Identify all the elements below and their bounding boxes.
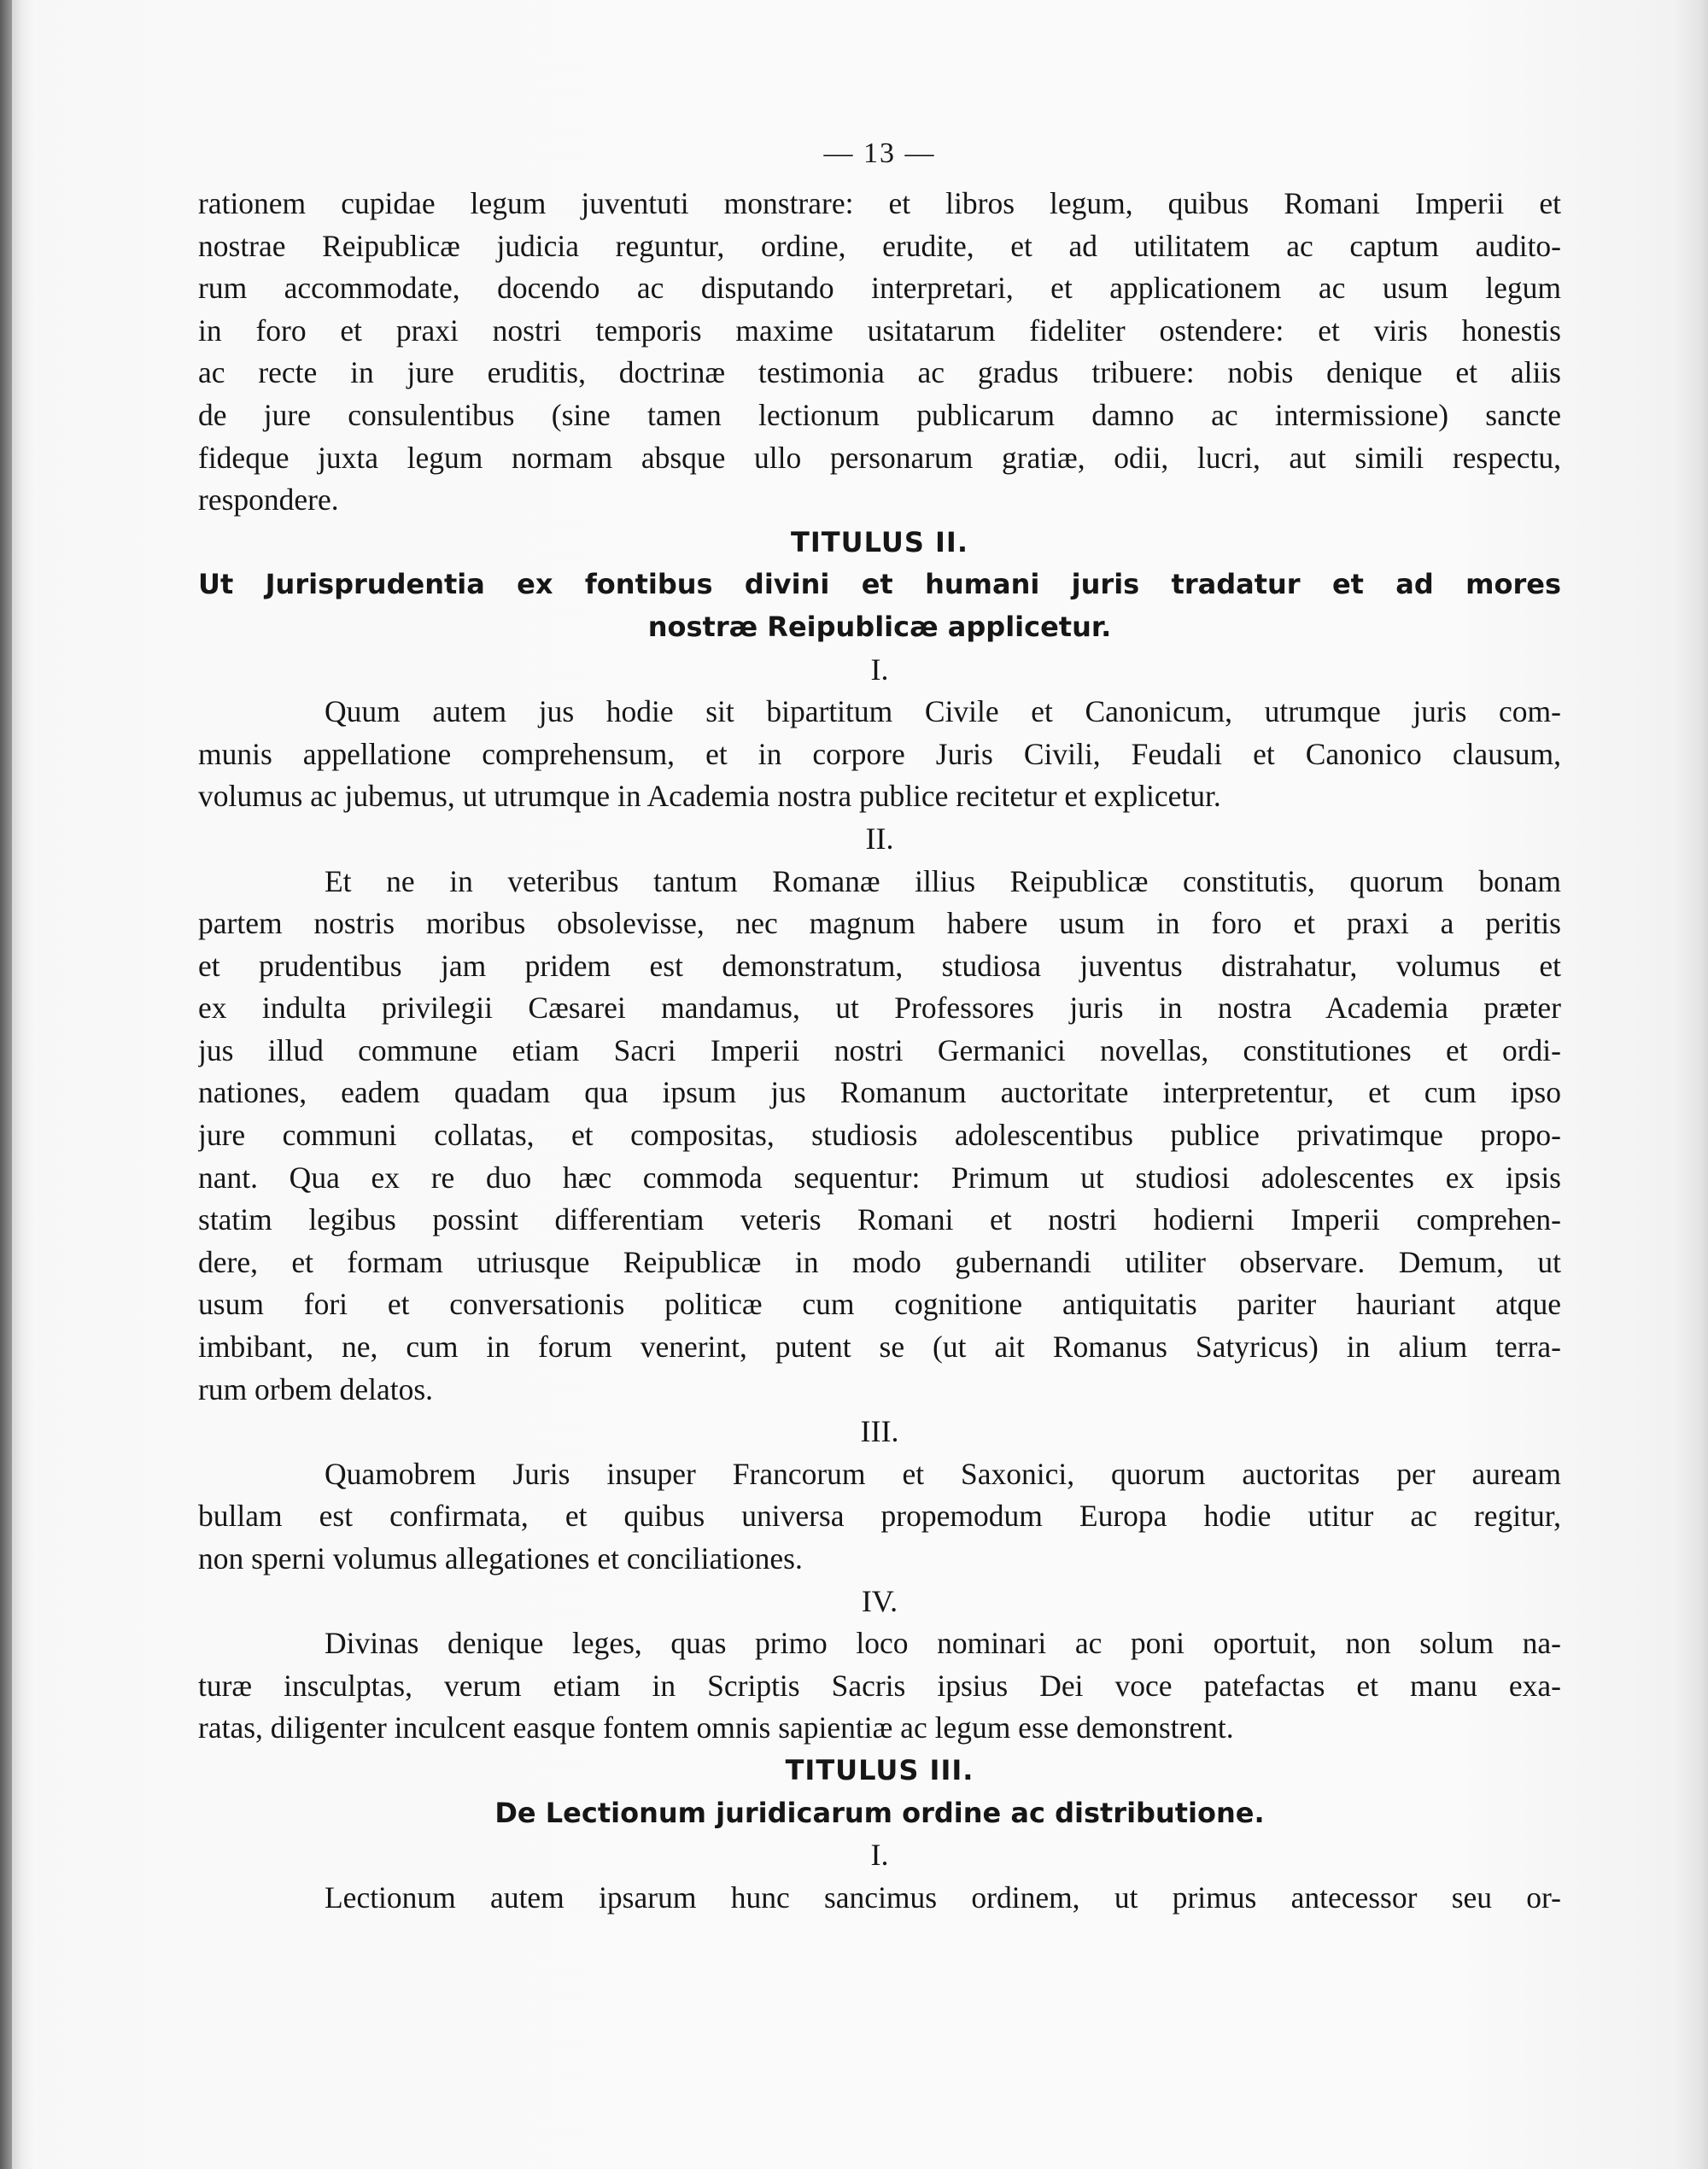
section-2-3-text [198, 1453, 1561, 1581]
text-line: rationem cupidae legum juventuti monstrare: et libros legum, quibus Romani Imperii et [198, 186, 1561, 220]
titulus-3-heading: De Lectionum juridicarum ordine ac distributione. [494, 1796, 1265, 1829]
section-numeral: I. [870, 652, 889, 687]
page-number: — 13 — [823, 137, 936, 169]
text-line: nant. Qua ex re duo hæc commoda sequentur: Primum ut studiosi adolescentes ex ipsis [198, 1160, 1561, 1195]
section-numeral: II. [865, 821, 894, 856]
section-3-1-text [198, 1877, 1561, 1920]
text-line: dere, et formam utriusque Reipublicæ in modo gubernandi utiliter observare. Demum, ut [198, 1244, 1561, 1279]
paragraph-continuation [198, 183, 1561, 522]
section-2-2-text [198, 861, 1561, 1412]
text-line: bullam est confirmata, et quibus universa propemodum Europa hodie utitur ac regitur, [198, 1499, 1561, 1534]
text-line: volumus ac jubemus, ut utrumque in Academia nostra publice recitetur et explicetur. [198, 779, 1221, 814]
text-line: usum fori et conversationis politicæ cum cognitione antiquitatis pariter hauriant atque [198, 1287, 1561, 1322]
book-gutter-shadow [0, 0, 12, 2169]
text-line: respondere. [198, 482, 339, 517]
section-numeral: I. [870, 1838, 889, 1873]
text-line: partem nostris moribus obsolevisse, nec magnum habere usum in foro et praxi a peritis [198, 906, 1561, 941]
text-line: non sperni volumus allegationes et conciliationes. [198, 1541, 803, 1576]
text-line: Lectionum autem ipsarum hunc sancimus ordinem, ut primus antecessor seu or- [325, 1880, 1561, 1915]
section-numeral: III. [860, 1414, 899, 1449]
titulus-2-label: TITULUS II. [791, 525, 968, 558]
text-line: statim legibus possint differentiam veteris Romani et nostri hodierni Imperii comprehen- [198, 1202, 1561, 1237]
text-line: de jure consulentibus (sine tamen lectionum publicarum damno ac intermissione) sancte [198, 397, 1561, 432]
text-line: Et ne in veteribus tantum Romanæ illius Reipublicæ constitutis, quorum bonam [325, 863, 1561, 898]
titulus-3-label: TITULUS III. [785, 1753, 974, 1786]
text-line: ex indulta privilegii Cæsarei mandamus, ut Professores juris in nostra Academia præter [198, 991, 1561, 1026]
text-line: imbibant, ne, cum in forum venerint, putent se (ut ait Romanus Satyricus) in alium terra- [198, 1330, 1561, 1365]
text-line: nostrae Reipublicæ judicia reguntur, ordine, erudite, et ad utilitatem ac captum audito- [198, 228, 1561, 263]
text-line: rum orbem delatos. [198, 1371, 434, 1406]
text-line: Divinas denique leges, quas primo loco nominari ac poni oportuit, non solum na- [325, 1626, 1561, 1661]
text-line: jure communi collatas, et compositas, studiosis adolescentibus publice privatimque propo- [198, 1118, 1561, 1153]
titulus-2-heading-line-2: nostræ Reipublicæ applicetur. [647, 610, 1112, 643]
text-line: turæ insculptas, verum etiam in Scriptis Sacris ipsius Dei voce patefactas et manu exa- [198, 1668, 1561, 1703]
text-line: ratas, diligenter inculcent easque fontem omnis sapientiæ ac legum esse demonstrent. [198, 1710, 1234, 1745]
text-line: rum accommodate, docendo ac disputando interpretari, et applicationem ac usum legum [198, 271, 1561, 306]
text-line: fideque juxta legum normam absque ullo personarum gratiæ, odii, lucri, aut simili respectu, [198, 440, 1561, 475]
titulus-2-heading-line-1: Ut Jurisprudentia ex fontibus divini et humani juris tradatur et ad mores [198, 568, 1561, 601]
text-line: ac recte in jure eruditis, doctrinæ testimonia ac gradus tribuere: nobis denique et aliis [198, 355, 1561, 390]
text-line: munis appellatione comprehensum, et in corpore Juris Civili, Feudali et Canonico clausum, [198, 736, 1561, 771]
section-2-4-text [198, 1622, 1561, 1750]
text-line: et prudentibus jam pridem est demonstratum, studiosa juventus distrahatur, volumus et [198, 948, 1561, 983]
text-line: Quamobrem Juris insuper Francorum et Saxonici, quorum auctoritas per auream [325, 1456, 1561, 1491]
text-line: jus illud commune etiam Sacri Imperii nostri Germanici novellas, constitutiones et ordi- [198, 1032, 1561, 1067]
section-numeral: IV. [861, 1583, 898, 1618]
text-line: Quum autem jus hodie sit bipartitum Civile et Canonicum, utrumque juris com- [325, 694, 1561, 729]
section-2-1-text [198, 691, 1561, 818]
text-line: nationes, eadem quadam qua ipsum jus Romanum auctoritate interpretentur, et cum ipso [198, 1075, 1561, 1110]
document-page [198, 137, 1561, 2135]
text-line: in foro et praxi nostri temporis maxime usitatarum fideliter ostendere: et viris honestis [198, 313, 1561, 348]
